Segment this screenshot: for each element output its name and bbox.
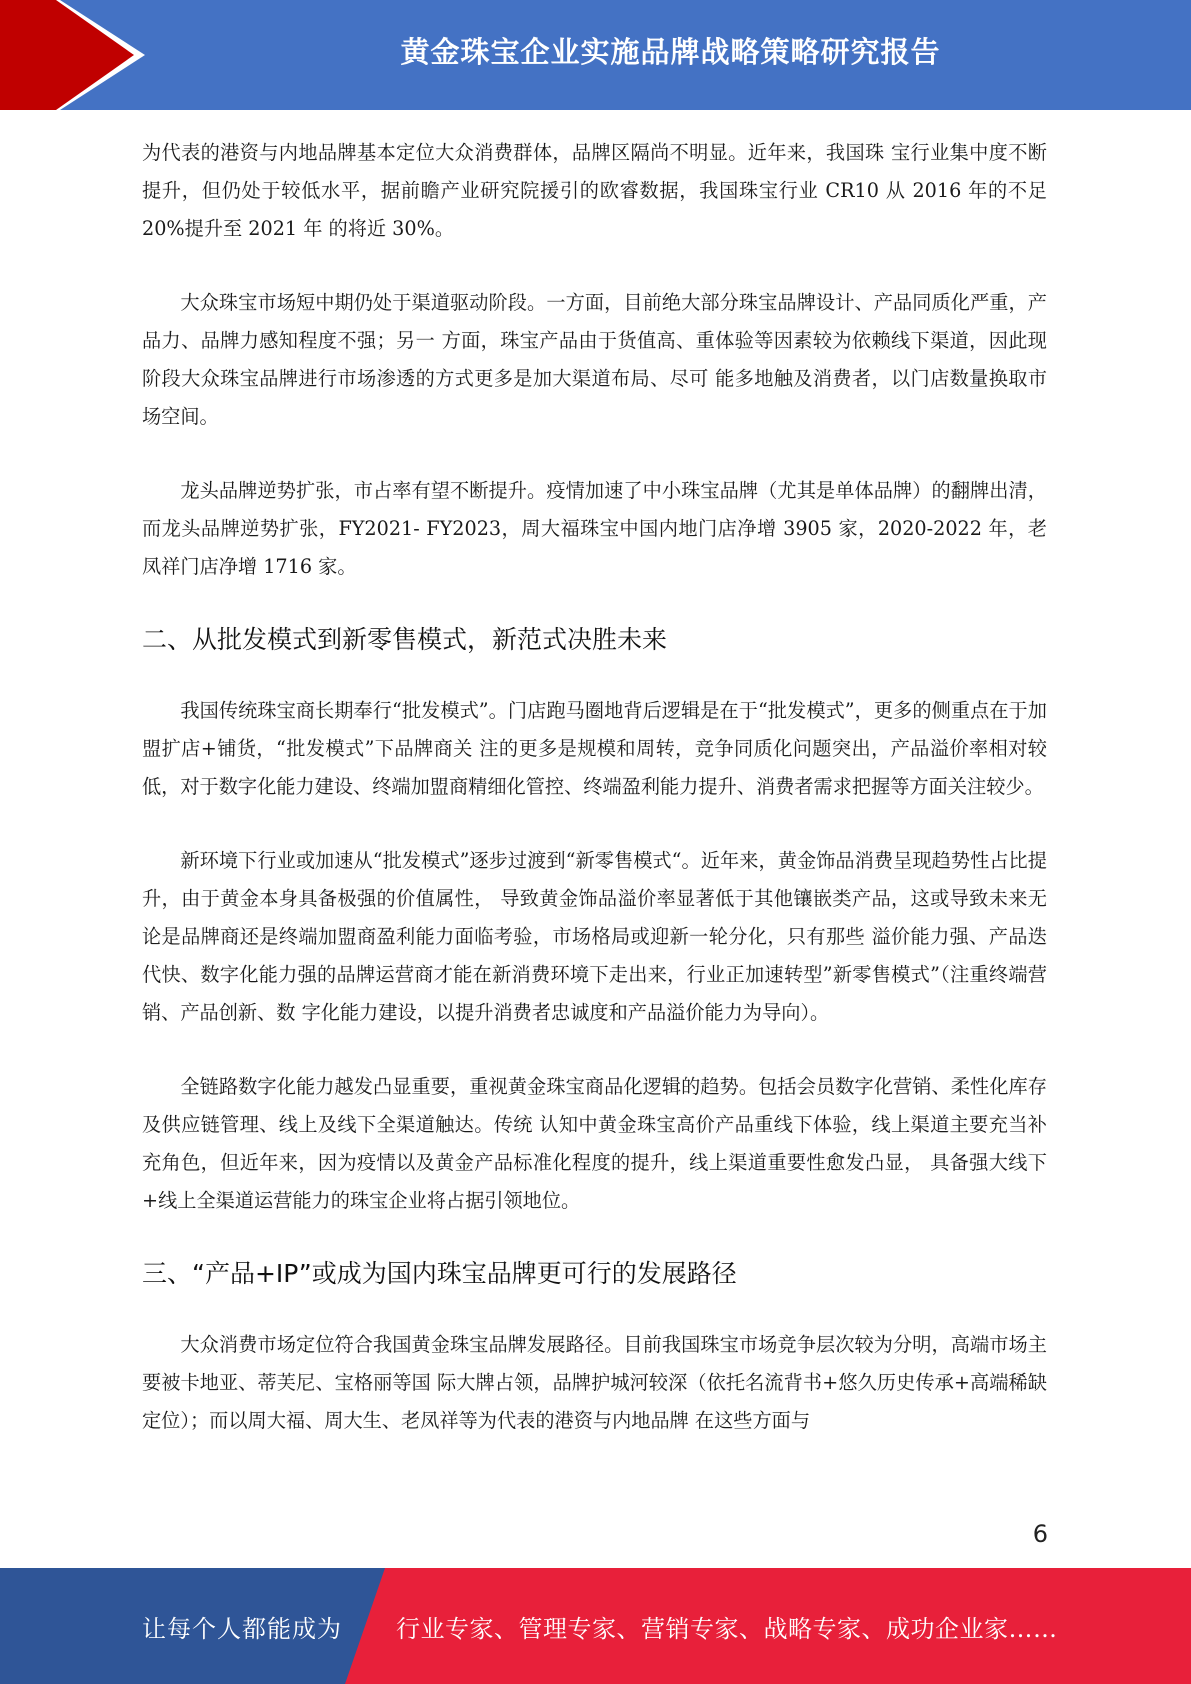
header-arrow-graphic [0,0,150,110]
paragraph-6: 全链路数字化能力越发凸显重要，重视黄金珠宝商品化逻辑的趋势。包括会员数字化营销、柔性化库存及供应链管理、线上及线下全渠道触达。传统 认知中黄金珠宝高价产品重线下体验，线上渠道主要充当补充角色，但近年来，因为疫情以及黄金产品标准化程度的提升，线上渠道重要性愈发凸显， 具备强大线下+线上全渠道运营能力的珠宝企业将占据引领地位。 [142,1075,1047,1212]
footer-slogan-right: 行业专家、管理专家、营销专家、战略专家、成功企业家…… [396,1614,1058,1643]
paragraph-5: 新环境下行业或加速从“批发模式”逐步过渡到“新零售模式“。近年来，黄金饰品消费呈现趋势性占比提升，由于黄金本身具备极强的价值属性， 导致黄金饰品溢价率显著低于其他镶嵌类产品，这或导致未来无论是品牌商还是终端加盟商盈利能力面临考验，市场格局或迎新一轮分化，只有那些 溢价能力强、产品迭代快、数字化能力强的品牌运营商才能在新消费环境下走出来，行业正加速转型”新零售模式”（注重终端营销、产品创新、数 字化能力建设，以提升消费者忠诚度和产品溢价能力为导向）。 [142,849,1047,1024]
report-title: 黄金珠宝企业实施品牌战略策略研究报告 [400,34,941,69]
page-number: 6 [1032,1520,1048,1548]
page-header [0,0,1191,110]
paragraph-7: 大众消费市场定位符合我国黄金珠宝品牌发展路径。目前我国珠宝市场竞争层次较为分明，高端市场主要被卡地亚、蒂芙尼、宝格丽等国 际大牌占领，品牌护城河较深（依托名流背书+悠久历史传承+高端稀缺定位）；而以周大福、周大生、老凤祥等为代表的港资与内地品牌 在这些方面与 [142,1333,1047,1432]
paragraph-1: 为代表的港资与内地品牌基本定位大众消费群体，品牌区隔尚不明显。近年来，我国珠 宝行业集中度不断提升，但仍处于较低水平，据前瞻产业研究院援引的欧睿数据，我国珠宝行业 CR10 从 2016 年的不足 20%提升至 2021 年 的将近 30%。 [142,141,1047,240]
paragraph-4: 我国传统珠宝商长期奉行“批发模式”。门店跑马圈地背后逻辑是在于“批发模式”，更多的侧重点在于加盟扩店+铺货，“批发模式”下品牌商关 注的更多是规模和周转，竞争同质化问题突出，产品溢价率相对较低，对于数字化能力建设、终端加盟商精细化管控、终端盈利能力提升、消费者需求把握等方面关注较少。 [142,699,1047,798]
footer-slogan-left: 让每个人都能成为 [142,1614,342,1643]
page-footer [0,1568,1191,1684]
paragraph-3: 龙头品牌逆势扩张，市占率有望不断提升。疫情加速了中小珠宝品牌（尤其是单体品牌）的翻牌出清，而龙头品牌逆势扩张，FY2021- FY2023，周大福珠宝中国内地门店净增 3905 家，2020-2022 年，老凤祥门店净增 1716 家。 [142,479,1047,578]
main-content [142,134,1047,1476]
paragraph-2: 大众珠宝市场短中期仍处于渠道驱动阶段。一方面，目前绝大部分珠宝品牌设计、产品同质化严重，产品力、品牌力感知程度不强；另一 方面，珠宝产品由于货值高、重体验等因素较为依赖线下渠道，因此现阶段大众珠宝品牌进行市场渗透的方式更多是加大渠道布局、尽可 能多地触及消费者，以门店数量换取市场空间。 [142,291,1047,428]
section-heading-3: 三、“产品+IP”或成为国内珠宝品牌更可行的发展路径 [142,1259,737,1288]
section-heading-2: 二、从批发模式到新零售模式，新范式决胜未来 [142,625,668,654]
